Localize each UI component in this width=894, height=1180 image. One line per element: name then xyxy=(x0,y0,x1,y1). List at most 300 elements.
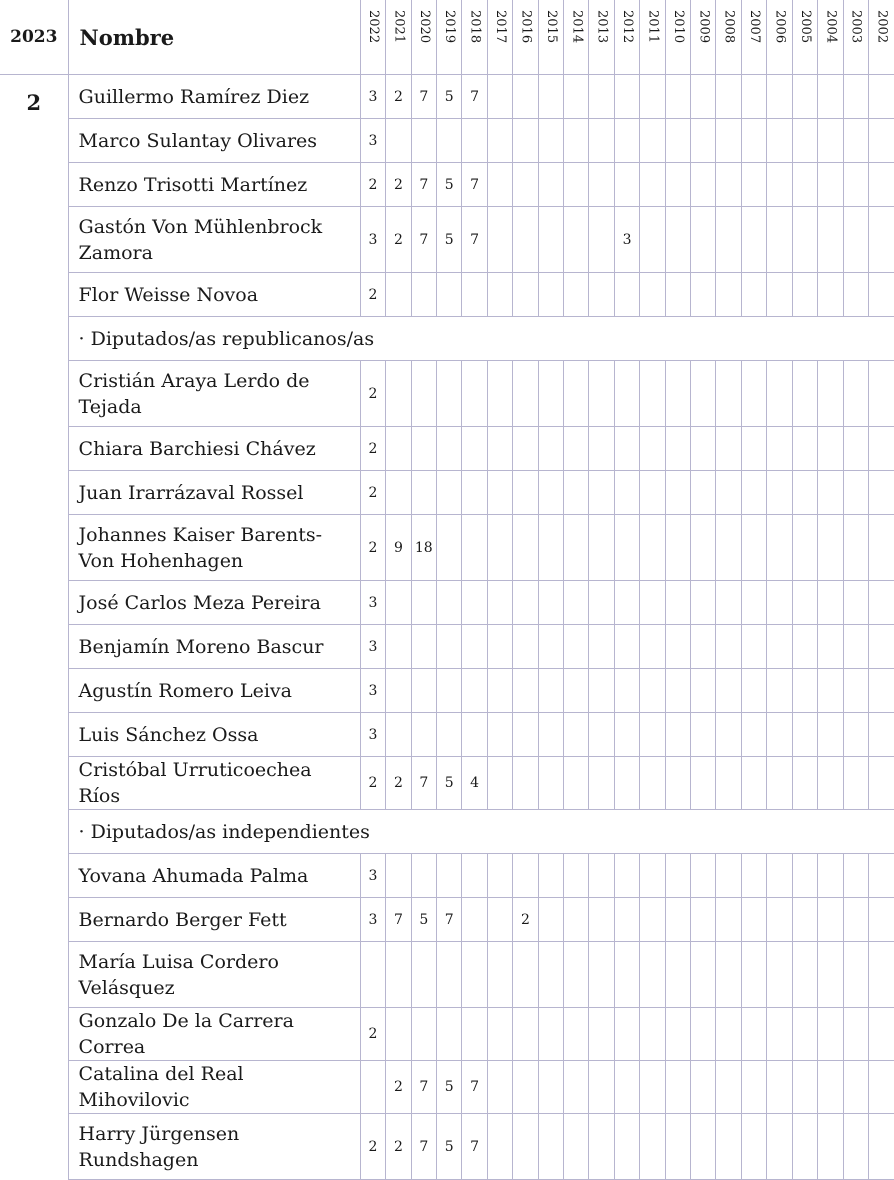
year-value-cell xyxy=(640,427,665,471)
year-value-cell: 7 xyxy=(462,1061,487,1114)
year-value-cell xyxy=(843,119,868,163)
year-value-cell xyxy=(487,427,512,471)
year-value-cell xyxy=(462,119,487,163)
year-value-cell xyxy=(792,625,817,669)
year-header xyxy=(386,0,411,75)
year-value-cell xyxy=(564,757,589,810)
year-value-cell xyxy=(462,898,487,942)
year-value-cell xyxy=(487,942,512,1008)
year-value-cell xyxy=(691,757,716,810)
year-value-cell xyxy=(741,119,766,163)
year-value-cell xyxy=(513,669,538,713)
year-value-cell xyxy=(487,854,512,898)
year-value-cell xyxy=(741,1008,766,1061)
year-value-cell xyxy=(818,207,843,273)
year-value-cell xyxy=(513,471,538,515)
year-value-cell xyxy=(564,581,589,625)
year-header xyxy=(843,0,868,75)
year-value-cell xyxy=(513,273,538,317)
year-value-cell xyxy=(640,581,665,625)
year-value-cell xyxy=(538,1114,563,1180)
year-value-cell xyxy=(386,854,411,898)
year-value-cell xyxy=(437,1008,462,1061)
year-value-cell xyxy=(741,757,766,810)
year-value-cell xyxy=(462,273,487,317)
year-value-cell: 7 xyxy=(411,757,436,810)
year-value-cell xyxy=(665,273,690,317)
year-value-cell xyxy=(665,854,690,898)
year-value-cell xyxy=(589,119,614,163)
year-value-cell xyxy=(462,625,487,669)
year-value-cell xyxy=(741,713,766,757)
year-value-cell xyxy=(614,1114,639,1180)
table-row xyxy=(0,207,894,273)
year-value-cell xyxy=(386,669,411,713)
table-row xyxy=(0,273,894,317)
year-value-cell xyxy=(741,207,766,273)
year-value-cell xyxy=(437,471,462,515)
year-value-cell xyxy=(589,207,614,273)
year-value-cell xyxy=(843,581,868,625)
year-value-cell: 3 xyxy=(360,119,385,163)
year-value-cell: 7 xyxy=(462,75,487,119)
year-value-cell xyxy=(487,1061,512,1114)
year-value-cell xyxy=(741,581,766,625)
year-value-cell: 5 xyxy=(437,75,462,119)
year-value-cell xyxy=(564,471,589,515)
section-label: · Diputados/as republicanos/as xyxy=(68,317,894,361)
year-value-cell xyxy=(767,942,792,1008)
year-value-cell xyxy=(868,75,894,119)
year-value-cell xyxy=(538,669,563,713)
deputy-name: Agustín Romero Leiva xyxy=(68,669,360,713)
year-value-cell xyxy=(564,854,589,898)
year-value-cell xyxy=(792,515,817,581)
deputy-name: Gastón Von Mühlenbrock Zamora xyxy=(68,207,360,273)
year-value-cell xyxy=(589,757,614,810)
year-value-cell xyxy=(792,471,817,515)
year-value-cell xyxy=(640,669,665,713)
year-value-cell xyxy=(589,471,614,515)
year-value-cell xyxy=(640,1061,665,1114)
year-value-cell xyxy=(843,471,868,515)
year-value-cell xyxy=(716,427,741,471)
year-value-cell xyxy=(513,1008,538,1061)
year-value-cell: 7 xyxy=(411,75,436,119)
year-value-cell xyxy=(589,75,614,119)
year-value-cell: 7 xyxy=(411,207,436,273)
year-header-label: 2008 xyxy=(721,10,737,44)
year-header-label: 2004 xyxy=(823,10,839,44)
year-value-cell xyxy=(513,757,538,810)
year-value-cell xyxy=(767,625,792,669)
year-value-cell xyxy=(716,854,741,898)
year-header-label: 2015 xyxy=(543,10,559,44)
year-value-cell xyxy=(691,75,716,119)
year-header-label: 2022 xyxy=(366,10,381,44)
year-value-cell xyxy=(589,515,614,581)
year-value-cell: 5 xyxy=(437,757,462,810)
year-value-cell xyxy=(716,625,741,669)
year-value-cell xyxy=(564,207,589,273)
year-value-cell xyxy=(564,273,589,317)
year-value-cell xyxy=(564,75,589,119)
year-value-cell xyxy=(386,273,411,317)
year-value-cell xyxy=(487,1114,512,1180)
year-value-cell xyxy=(640,471,665,515)
year-value-cell xyxy=(818,273,843,317)
year-value-cell: 4 xyxy=(462,757,487,810)
year-header xyxy=(792,0,817,75)
table-header xyxy=(0,0,894,75)
year-value-cell: 5 xyxy=(411,898,436,942)
year-value-cell: 2 xyxy=(360,1114,385,1180)
header-row xyxy=(0,0,894,75)
year-value-cell xyxy=(437,273,462,317)
year-value-cell xyxy=(538,361,563,427)
year-value-cell xyxy=(564,713,589,757)
year-value-cell: 5 xyxy=(437,207,462,273)
year-value-cell xyxy=(818,898,843,942)
year-value-cell xyxy=(767,471,792,515)
year-value-cell xyxy=(538,854,563,898)
deputy-name: María Luisa Cordero Velásquez xyxy=(68,942,360,1008)
year-value-cell xyxy=(792,581,817,625)
year-value-cell xyxy=(716,119,741,163)
year-value-cell xyxy=(513,427,538,471)
year-value-cell xyxy=(691,898,716,942)
year-value-cell: 2 xyxy=(386,75,411,119)
section-row xyxy=(0,810,894,854)
table-row xyxy=(0,854,894,898)
table-row xyxy=(0,163,894,207)
year-value-cell xyxy=(386,119,411,163)
year-value-cell xyxy=(868,427,894,471)
year-value-cell xyxy=(462,1008,487,1061)
year-value-cell xyxy=(513,625,538,669)
year-value-cell xyxy=(741,1061,766,1114)
year-value-cell xyxy=(767,515,792,581)
deputy-name: Chiara Barchiesi Chávez xyxy=(68,427,360,471)
deputy-name: Guillermo Ramírez Diez xyxy=(68,75,360,119)
year-value-cell xyxy=(462,427,487,471)
year-value-cell xyxy=(589,1061,614,1114)
year-value-cell: 7 xyxy=(437,898,462,942)
table-body xyxy=(0,75,894,1180)
year-value-cell xyxy=(437,669,462,713)
year-header-label: 2003 xyxy=(848,10,864,44)
year-value-cell xyxy=(843,669,868,713)
year-value-cell: 2 xyxy=(360,757,385,810)
year-header-label: 2012 xyxy=(620,10,636,44)
year-value-cell xyxy=(437,625,462,669)
year-value-cell xyxy=(589,427,614,471)
year-value-cell xyxy=(411,581,436,625)
deputy-name: José Carlos Meza Pereira xyxy=(68,581,360,625)
year-value-cell xyxy=(386,361,411,427)
year-value-cell xyxy=(487,757,512,810)
table-row xyxy=(0,1008,894,1061)
year-value-cell xyxy=(640,898,665,942)
year-value-cell xyxy=(868,1061,894,1114)
year-header xyxy=(614,0,639,75)
year-value-cell xyxy=(411,471,436,515)
year-value-cell xyxy=(716,75,741,119)
year-value-cell xyxy=(792,1061,817,1114)
year-value-cell xyxy=(767,669,792,713)
year-value-cell xyxy=(487,1008,512,1061)
year-value-cell: 2 xyxy=(360,471,385,515)
year-value-cell: 2 xyxy=(360,515,385,581)
year-header xyxy=(360,0,385,75)
year-value-cell xyxy=(640,942,665,1008)
year-value-cell xyxy=(411,273,436,317)
year-value-cell xyxy=(741,471,766,515)
year-value-cell xyxy=(792,163,817,207)
year-value-cell xyxy=(741,361,766,427)
year-value-cell: 2 xyxy=(360,1008,385,1061)
year-value-cell xyxy=(538,1061,563,1114)
year-value-cell xyxy=(411,625,436,669)
year-value-cell: 18 xyxy=(411,515,436,581)
year-value-cell xyxy=(513,119,538,163)
year-value-cell: 2 xyxy=(386,1061,411,1114)
year-value-cell xyxy=(792,207,817,273)
year-header xyxy=(691,0,716,75)
year-value-cell xyxy=(411,854,436,898)
year-value-cell xyxy=(843,515,868,581)
year-value-cell xyxy=(818,757,843,810)
table-row xyxy=(0,1114,894,1180)
year-value-cell xyxy=(487,207,512,273)
year-value-cell: 7 xyxy=(411,163,436,207)
year-value-cell xyxy=(437,854,462,898)
year-value-cell xyxy=(564,163,589,207)
deputy-name: Juan Irarrázaval Rossel xyxy=(68,471,360,515)
year-header-label: 2013 xyxy=(594,10,610,44)
year-value-cell xyxy=(437,515,462,581)
year-value-cell xyxy=(538,207,563,273)
year-value-cell xyxy=(818,119,843,163)
year-value-cell xyxy=(614,581,639,625)
year-value-cell xyxy=(386,471,411,515)
year-value-cell xyxy=(792,713,817,757)
year-value-cell xyxy=(665,515,690,581)
year-value-cell xyxy=(513,207,538,273)
year-value-cell: 3 xyxy=(360,207,385,273)
year-value-cell xyxy=(487,75,512,119)
year-value-cell xyxy=(564,942,589,1008)
year-value-cell xyxy=(792,854,817,898)
year-value-cell xyxy=(640,75,665,119)
year-value-cell xyxy=(843,273,868,317)
year-value-cell xyxy=(767,713,792,757)
year-value-cell xyxy=(589,669,614,713)
year-value-cell xyxy=(564,427,589,471)
deputy-name: Marco Sulantay Olivares xyxy=(68,119,360,163)
deputy-name: Harry Jürgensen Rundshagen xyxy=(68,1114,360,1180)
year-header-label: 2017 xyxy=(493,10,509,44)
year-value-cell xyxy=(741,669,766,713)
year-value-cell xyxy=(716,471,741,515)
section-label: · Diputados/as independientes xyxy=(68,810,894,854)
deputy-name: Benjamín Moreno Bascur xyxy=(68,625,360,669)
year-value-cell xyxy=(843,207,868,273)
table-row xyxy=(0,361,894,427)
year-value-cell xyxy=(437,119,462,163)
year-value-cell xyxy=(513,854,538,898)
year-header xyxy=(640,0,665,75)
year-value-cell xyxy=(564,625,589,669)
year-value-cell xyxy=(589,163,614,207)
year-value-cell xyxy=(487,898,512,942)
year-value-cell xyxy=(665,757,690,810)
table-row xyxy=(0,471,894,515)
year-value-cell xyxy=(792,273,817,317)
year-value-cell xyxy=(691,273,716,317)
year-value-cell xyxy=(767,273,792,317)
year-value-cell xyxy=(792,427,817,471)
year-value-cell xyxy=(665,625,690,669)
deputy-name: Cristóbal Urruticoechea Ríos xyxy=(68,757,360,810)
year-value-cell xyxy=(386,942,411,1008)
year-value-cell xyxy=(665,75,690,119)
year-value-cell xyxy=(716,361,741,427)
year-value-cell xyxy=(868,625,894,669)
deputy-name: Yovana Ahumada Palma xyxy=(68,854,360,898)
year-value-cell xyxy=(691,669,716,713)
year-value-cell xyxy=(487,163,512,207)
year-value-cell xyxy=(411,1008,436,1061)
year-value-cell xyxy=(843,625,868,669)
year-header xyxy=(868,0,894,75)
year-value-cell xyxy=(538,119,563,163)
year-value-cell xyxy=(665,361,690,427)
year-value-cell xyxy=(716,273,741,317)
year-value-cell xyxy=(614,1061,639,1114)
year-value-cell xyxy=(716,581,741,625)
year-value-cell xyxy=(868,361,894,427)
year-value-cell xyxy=(538,273,563,317)
year-value-cell xyxy=(564,515,589,581)
year-value-cell xyxy=(665,1061,690,1114)
year-header-label: 2002 xyxy=(874,10,890,44)
year-value-cell xyxy=(767,119,792,163)
year-header-label: 2016 xyxy=(518,10,534,44)
year-value-cell xyxy=(538,713,563,757)
year-value-cell: 2 xyxy=(386,207,411,273)
year-header xyxy=(411,0,436,75)
year-value-cell: 3 xyxy=(360,713,385,757)
year-header xyxy=(741,0,766,75)
year-value-cell xyxy=(513,581,538,625)
year-value-cell xyxy=(614,471,639,515)
year-value-cell xyxy=(411,119,436,163)
year-value-cell xyxy=(411,713,436,757)
year-value-cell xyxy=(691,207,716,273)
year-value-cell: 7 xyxy=(462,207,487,273)
year-value-cell xyxy=(767,757,792,810)
year-header-label: 2019 xyxy=(442,10,458,44)
year-value-cell xyxy=(843,163,868,207)
year-value-cell xyxy=(487,669,512,713)
year-value-cell xyxy=(614,942,639,1008)
year-value-cell xyxy=(843,1008,868,1061)
year-value-cell xyxy=(868,1008,894,1061)
year-value-cell xyxy=(818,669,843,713)
year-value-cell xyxy=(614,515,639,581)
year-value-cell xyxy=(487,515,512,581)
year-value-cell xyxy=(792,361,817,427)
name-column-header: Nombre xyxy=(68,0,360,75)
year-value-cell xyxy=(665,471,690,515)
year-value-cell xyxy=(767,163,792,207)
year-value-cell xyxy=(614,757,639,810)
table-row xyxy=(0,757,894,810)
year-value-cell xyxy=(716,207,741,273)
year-value-cell xyxy=(411,942,436,1008)
year-value-cell xyxy=(767,207,792,273)
year-value-cell xyxy=(640,207,665,273)
year-value-cell xyxy=(386,427,411,471)
year-value-cell xyxy=(462,581,487,625)
table-row xyxy=(0,581,894,625)
year-value-cell xyxy=(589,1114,614,1180)
year-value-cell xyxy=(665,581,690,625)
year-value-cell xyxy=(691,1061,716,1114)
year-value-cell xyxy=(665,1114,690,1180)
year-header-label: 2011 xyxy=(645,10,661,44)
year-value-cell xyxy=(538,757,563,810)
year-value-cell xyxy=(513,1114,538,1180)
year-value-cell xyxy=(868,898,894,942)
year-value-cell xyxy=(564,1114,589,1180)
year-value-cell xyxy=(386,713,411,757)
year-header xyxy=(487,0,512,75)
year-value-cell xyxy=(614,669,639,713)
year-value-cell xyxy=(462,713,487,757)
table-row xyxy=(0,427,894,471)
year-value-cell xyxy=(792,75,817,119)
year-value-cell xyxy=(741,854,766,898)
year-value-cell xyxy=(614,163,639,207)
year-value-cell xyxy=(818,1114,843,1180)
year-value-cell xyxy=(614,854,639,898)
year-value-cell xyxy=(691,1008,716,1061)
year-value-cell xyxy=(564,669,589,713)
year-value-cell: 7 xyxy=(462,163,487,207)
section-row xyxy=(0,317,894,361)
year-value-cell xyxy=(538,471,563,515)
year-value-cell xyxy=(589,581,614,625)
year-value-cell: 3 xyxy=(360,581,385,625)
year-value-cell xyxy=(513,163,538,207)
year-value-cell xyxy=(818,1008,843,1061)
year-value-cell xyxy=(462,515,487,581)
year-value-cell xyxy=(589,1008,614,1061)
deputy-name: Cristián Araya Lerdo de Tejada xyxy=(68,361,360,427)
year-value-cell xyxy=(818,713,843,757)
year-header-label: 2020 xyxy=(416,10,432,44)
year-value-cell xyxy=(386,625,411,669)
year-header xyxy=(818,0,843,75)
year-value-cell xyxy=(868,515,894,581)
year-value-cell xyxy=(818,427,843,471)
year-value-cell xyxy=(792,1008,817,1061)
year-value-cell xyxy=(843,75,868,119)
deputy-name: Bernardo Berger Fett xyxy=(68,898,360,942)
year-value-cell xyxy=(589,713,614,757)
